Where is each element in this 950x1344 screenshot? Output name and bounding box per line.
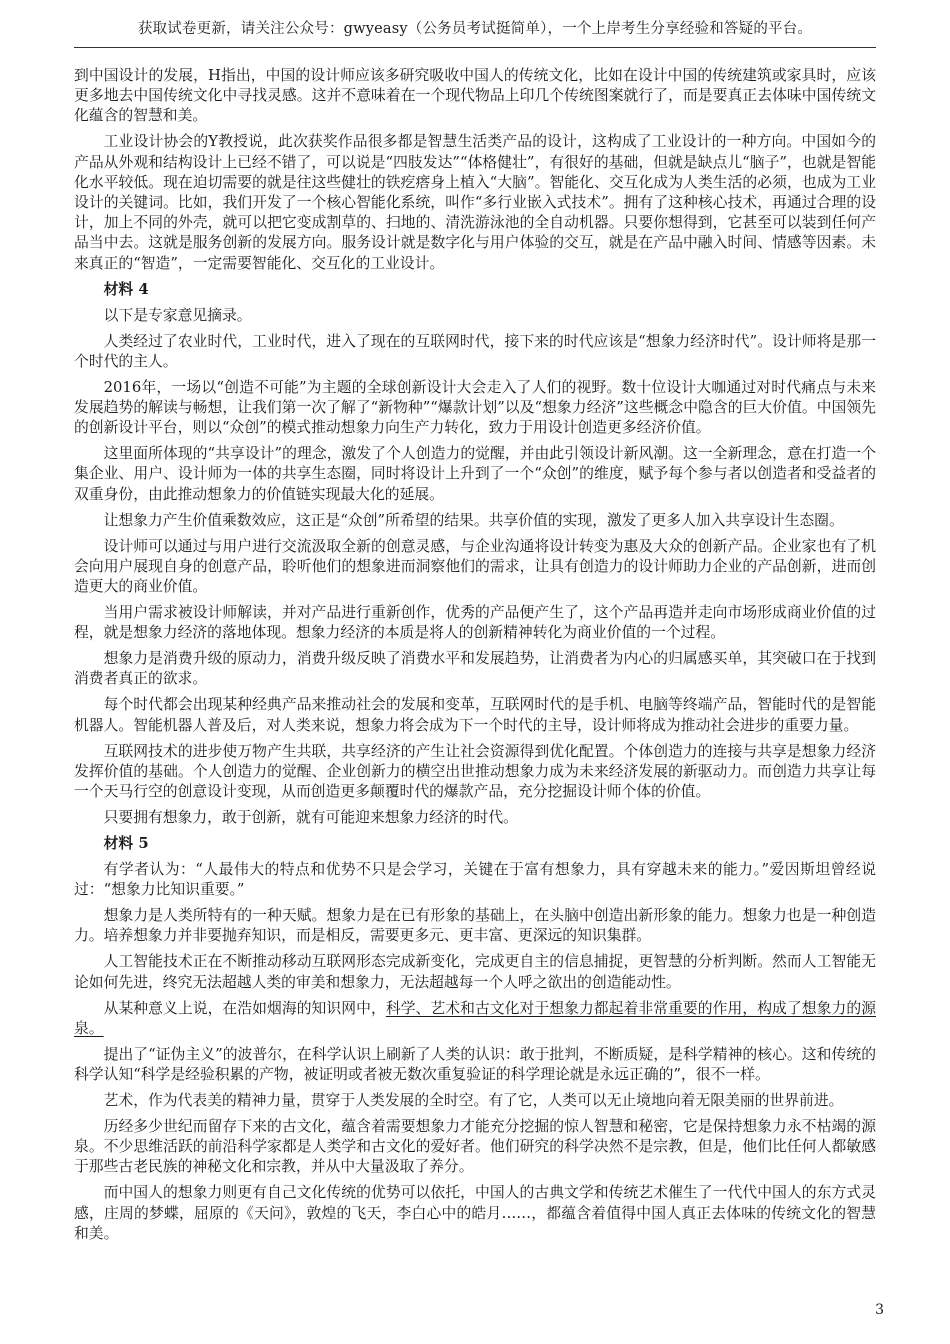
paragraph-lead: 从某种意义上说，在浩如烟海的知识网中， [103, 999, 386, 1017]
paragraph: 到中国设计的发展，H指出，中国的设计师应该多研究吸收中国人的传统文化，比如在设计中国的传统建筑或家具时，应该更多地去中国传统文化中寻找灵感。这并不意味着在一个现代物品上印几个传统图案就行了，而是要真正去体味中国传统文化蕴含的智慧和美。 [74, 67, 876, 125]
paragraph: 人工智能技术正在不断推动移动互联网形态完成新变化，完成更自主的信息捕捉，更智慧的分析判断。然而人工智能无论如何先进，终究无法超越人类的审美和想象力，无法超越每一个人呼之欲出的创造能动性。 [74, 953, 876, 991]
paragraph-with-underline [74, 999, 876, 1039]
header-notice: 获取试卷更新，请关注公众号：gwyeasy（公务员考试挺简单），一个上岸考生分享经验和答疑的平台。 [137, 21, 813, 37]
paragraph: 工业设计协会的Y教授说，此次获奖作品很多都是智慧生活类产品的设计，这构成了工业设计的一种方向。中国如今的产品从外观和结构设计上已经不错了，可以说是“四肢发达”“体格健壮”，有很好的基础，但就是缺点儿“脑子”，也就是智能化水平较低。现在迫切需要的就是往这些健壮的铁疙瘩身上植入“大脑”。智能化、交互化成为人类生活的必须，也成为工业设计的关键词。比如，我们开发了一个核心智能化系统，叫作“多行业嵌入式技术”。拥有了这种核心技术，再通过合理的设计，加上不同的外壳，就可以把它变成割草的、扫地的、清洗游泳池的全自动机器。只要你想得到，它甚至可以装到任何产品当中去。这就是服务创新的发展方向。服务设计就是数字化与用户体验的交互，就是在产品中融入时间、情感等因素。未来真正的“智造”，一定需要智能化、交互化的工业设计。 [74, 133, 876, 272]
paragraph: 让想象力产生价值乘数效应，这正是“众创”所希望的结果。共享价值的实现，激发了更多人加入共享设计生态圈。 [103, 511, 844, 529]
paragraph: 想象力是消费升级的原动力，消费升级反映了消费水平和发展趋势，让消费者为内心的归属感买单，其突破口在于找到消费者真正的欲求。 [74, 650, 876, 688]
paragraph: 互联网技术的进步使万物产生共联，共享经济的产生让社会资源得到优化配置。个体创造力的连接与共享是想象力经济发挥价值的基础。个人创造力的觉醒、企业创新力的横空出世推动想象力成为未来经济发展的新驱动力。而创造力共享让每一个天马行空的创意设计变现，从而创造更多颠覆时代的爆款产品，充分挖掘设计师个体的价值。 [74, 742, 876, 801]
paragraph: 每个时代都会出现某种经典产品来推动社会的发展和变革，互联网时代的是手机、电脑等终端产品，智能时代的是智能机器人。智能机器人普及后，对人类来说，想象力将会成为下一个时代的主导，设计师将成为推动社会进步的重要力量。 [74, 696, 876, 734]
underlined-key-sentence: 科学、艺术和古文化对于想象力都起着非常重要的作用，构成了想象力的源泉。 [74, 999, 876, 1037]
paragraph: 想象力是人类所特有的一种天赋。想象力是在已有形象的基础上，在头脑中创造出新形象的能力。想象力也是一种创造力。培养想象力并非要抛弃知识，而是相反，需要更多元、更丰富、更深远的知识集群。 [74, 907, 876, 945]
page-number: 3 [875, 1302, 884, 1318]
paragraph: 当用户需求被设计师解读，并对产品进行重新创作，优秀的产品便产生了，这个产品再造并走向市场形成商业价值的过程，就是想象力经济的落地体现。想象力经济的本质是将人的创新精神转化为商业价值的一个过程。 [74, 604, 876, 642]
paragraph: 2016年，一场以“创造不可能”为主题的全球创新设计大会走入了人们的视野。数十位设计大咖通过对时代痛点与未来发展趋势的解读与畅想，让我们第一次了解了“新物种”“爆款计划”以及“想象力经济”这些概念中隐含的巨大价值。中国领先的创新设计平台，则以“众创”的模式推动想象力向生产力转化，致力于用设计创造更多经济价值。 [74, 378, 876, 437]
section-heading-material-4: 材料 4 [103, 280, 149, 298]
page-header [74, 0, 876, 48]
paragraph: 历经多少世纪而留存下来的古文化，蕴含着需要想象力才能充分挖掘的惊人智慧和秘密，它是保持想象力永不枯竭的源泉。不少思维活跃的前沿科学家都是人类学和古文化的爱好者。他们研究的科学决然不是宗教，但是，他们比任何人都敏感于那些古老民族的神秘文化和宗教，并从中大量汲取了养分。 [74, 1118, 876, 1176]
paragraph: 有学者认为：“人最伟大的特点和优势不只是会学习，关键在于富有想象力，具有穿越未来的能力。”爱因斯坦曾经说过：“想象力比知识重要。” [74, 861, 876, 899]
paragraph: 设计师可以通过与用户进行交流汲取全新的创意灵感，与企业沟通将设计转变为惠及大众的创新产品。企业家也有了机会向用户展现自身的创意产品，聆听他们的想象进而洞察他们的需求，让具有创造力的设计师助力企业的产品创新，进而创造更大的商业价值。 [74, 537, 876, 596]
paragraph: 这里面所体现的“共享设计”的理念，激发了个人创造力的觉醒，并由此引领设计新风潮。这一全新理念，意在打造一个集企业、用户、设计师为一体的共享生态圈，同时将设计上升到了一个“众创”的维度，赋予每个参与者以创造者和受益者的双重身份，由此推动想象力的价值链实现最大化的延展。 [74, 445, 876, 503]
paragraph: 提出了“证伪主义”的波普尔，在科学认识上刷新了人类的认识：敢于批判，不断质疑，是科学精神的核心。这和传统的科学认知“科学是经验积累的产物，被证明或者被无数次重复验证的科学理论就是永远正确的”，很不一样。 [74, 1045, 876, 1084]
paragraph: 而中国人的想象力则更有自己文化传统的优势可以依托，中国人的古典文学和传统艺术催生了一代代中国人的东方式灵感，庄周的梦蝶，屈原的《天问》，敦煌的飞天，李白心中的皓月……，都蕴含着值得中国人真正去体味的传统文化的智慧和美。 [74, 1184, 876, 1242]
paragraph: 人类经过了农业时代，工业时代，进入了现在的互联网时代，接下来的时代应该是“想象力经济时代”。设计师将是那一个时代的主人。 [74, 332, 876, 370]
paragraph: 以下是专家意见摘录。 [103, 306, 252, 324]
paragraph: 只要拥有想象力，敢于创新，就有可能迎来想象力经济的时代。 [103, 809, 518, 827]
paragraph: 艺术，作为代表美的精神力量，贯穿于人类发展的全时空。有了它，人类可以无止境地向着无限美丽的世界前进。 [103, 1092, 844, 1110]
document-body [74, 66, 876, 1250]
section-heading-material-5: 材料 5 [103, 835, 149, 853]
